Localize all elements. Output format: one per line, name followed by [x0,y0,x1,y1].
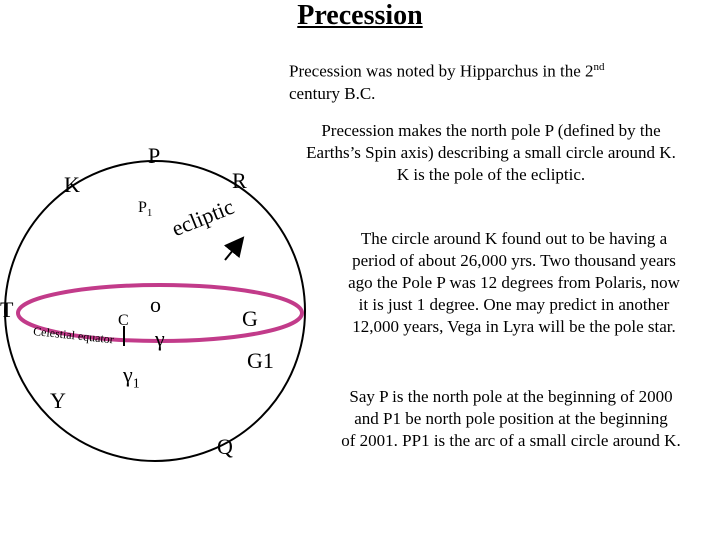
paragraph-line: it is just 1 degree. One may predict in another [358,295,670,314]
paragraph-line: Precession makes the north pole P (defined by the [321,121,661,140]
label-o: o [150,292,161,317]
label-ecliptic: ecliptic [168,193,238,242]
paragraph-line: of 2001. PP1 is the arc of a small circle around K. [341,431,681,450]
label-gamma1-sub: 1 [132,376,140,392]
label-p: P [148,143,161,168]
paragraph-line: Earths’s Spin axis) describing a small circle around K. [306,143,676,162]
paragraph-line: 12,000 years, Vega in Lyra will be the pole star. [352,317,676,336]
intro-superscript: nd [593,61,605,73]
paragraph-line: Say P is the north pole at the beginning of 2000 [349,387,673,406]
intro-line1: Precession was noted by Hipparchus in the 2 [289,61,594,81]
label-g: G [242,306,258,331]
paragraph-line: K is the pole of the ecliptic. [396,165,586,184]
label-k: K [64,172,80,197]
label-r: R [232,168,247,193]
label-celestial-equator: Celestial equator [32,324,115,347]
label-gamma1 [123,362,140,392]
paragraph-line: period of about 26,000 yrs. Two thousand years [352,251,676,270]
label-gamma: γ [155,326,165,351]
label-g1: G1 [247,348,274,373]
paragraph-line: The circle around K found out to be having a [360,229,668,248]
label-p1 [138,199,152,219]
label-gamma1-main: γ [123,362,133,387]
label-t: T [0,297,14,322]
label-p1-sub: 1 [146,207,153,220]
label-p1-main: P [138,199,147,216]
label-y: Y [50,388,66,413]
label-q: Q [217,434,233,459]
label-c: C [118,312,129,329]
paragraph-line: and P1 be north pole position at the beginning [354,409,668,428]
paragraph-line: ago the Pole P was 12 degrees from Polaris, now [348,273,680,292]
page-title: Precession [297,0,423,31]
intro-line2: century B.C. [289,83,376,103]
precession-arrow [225,244,238,260]
